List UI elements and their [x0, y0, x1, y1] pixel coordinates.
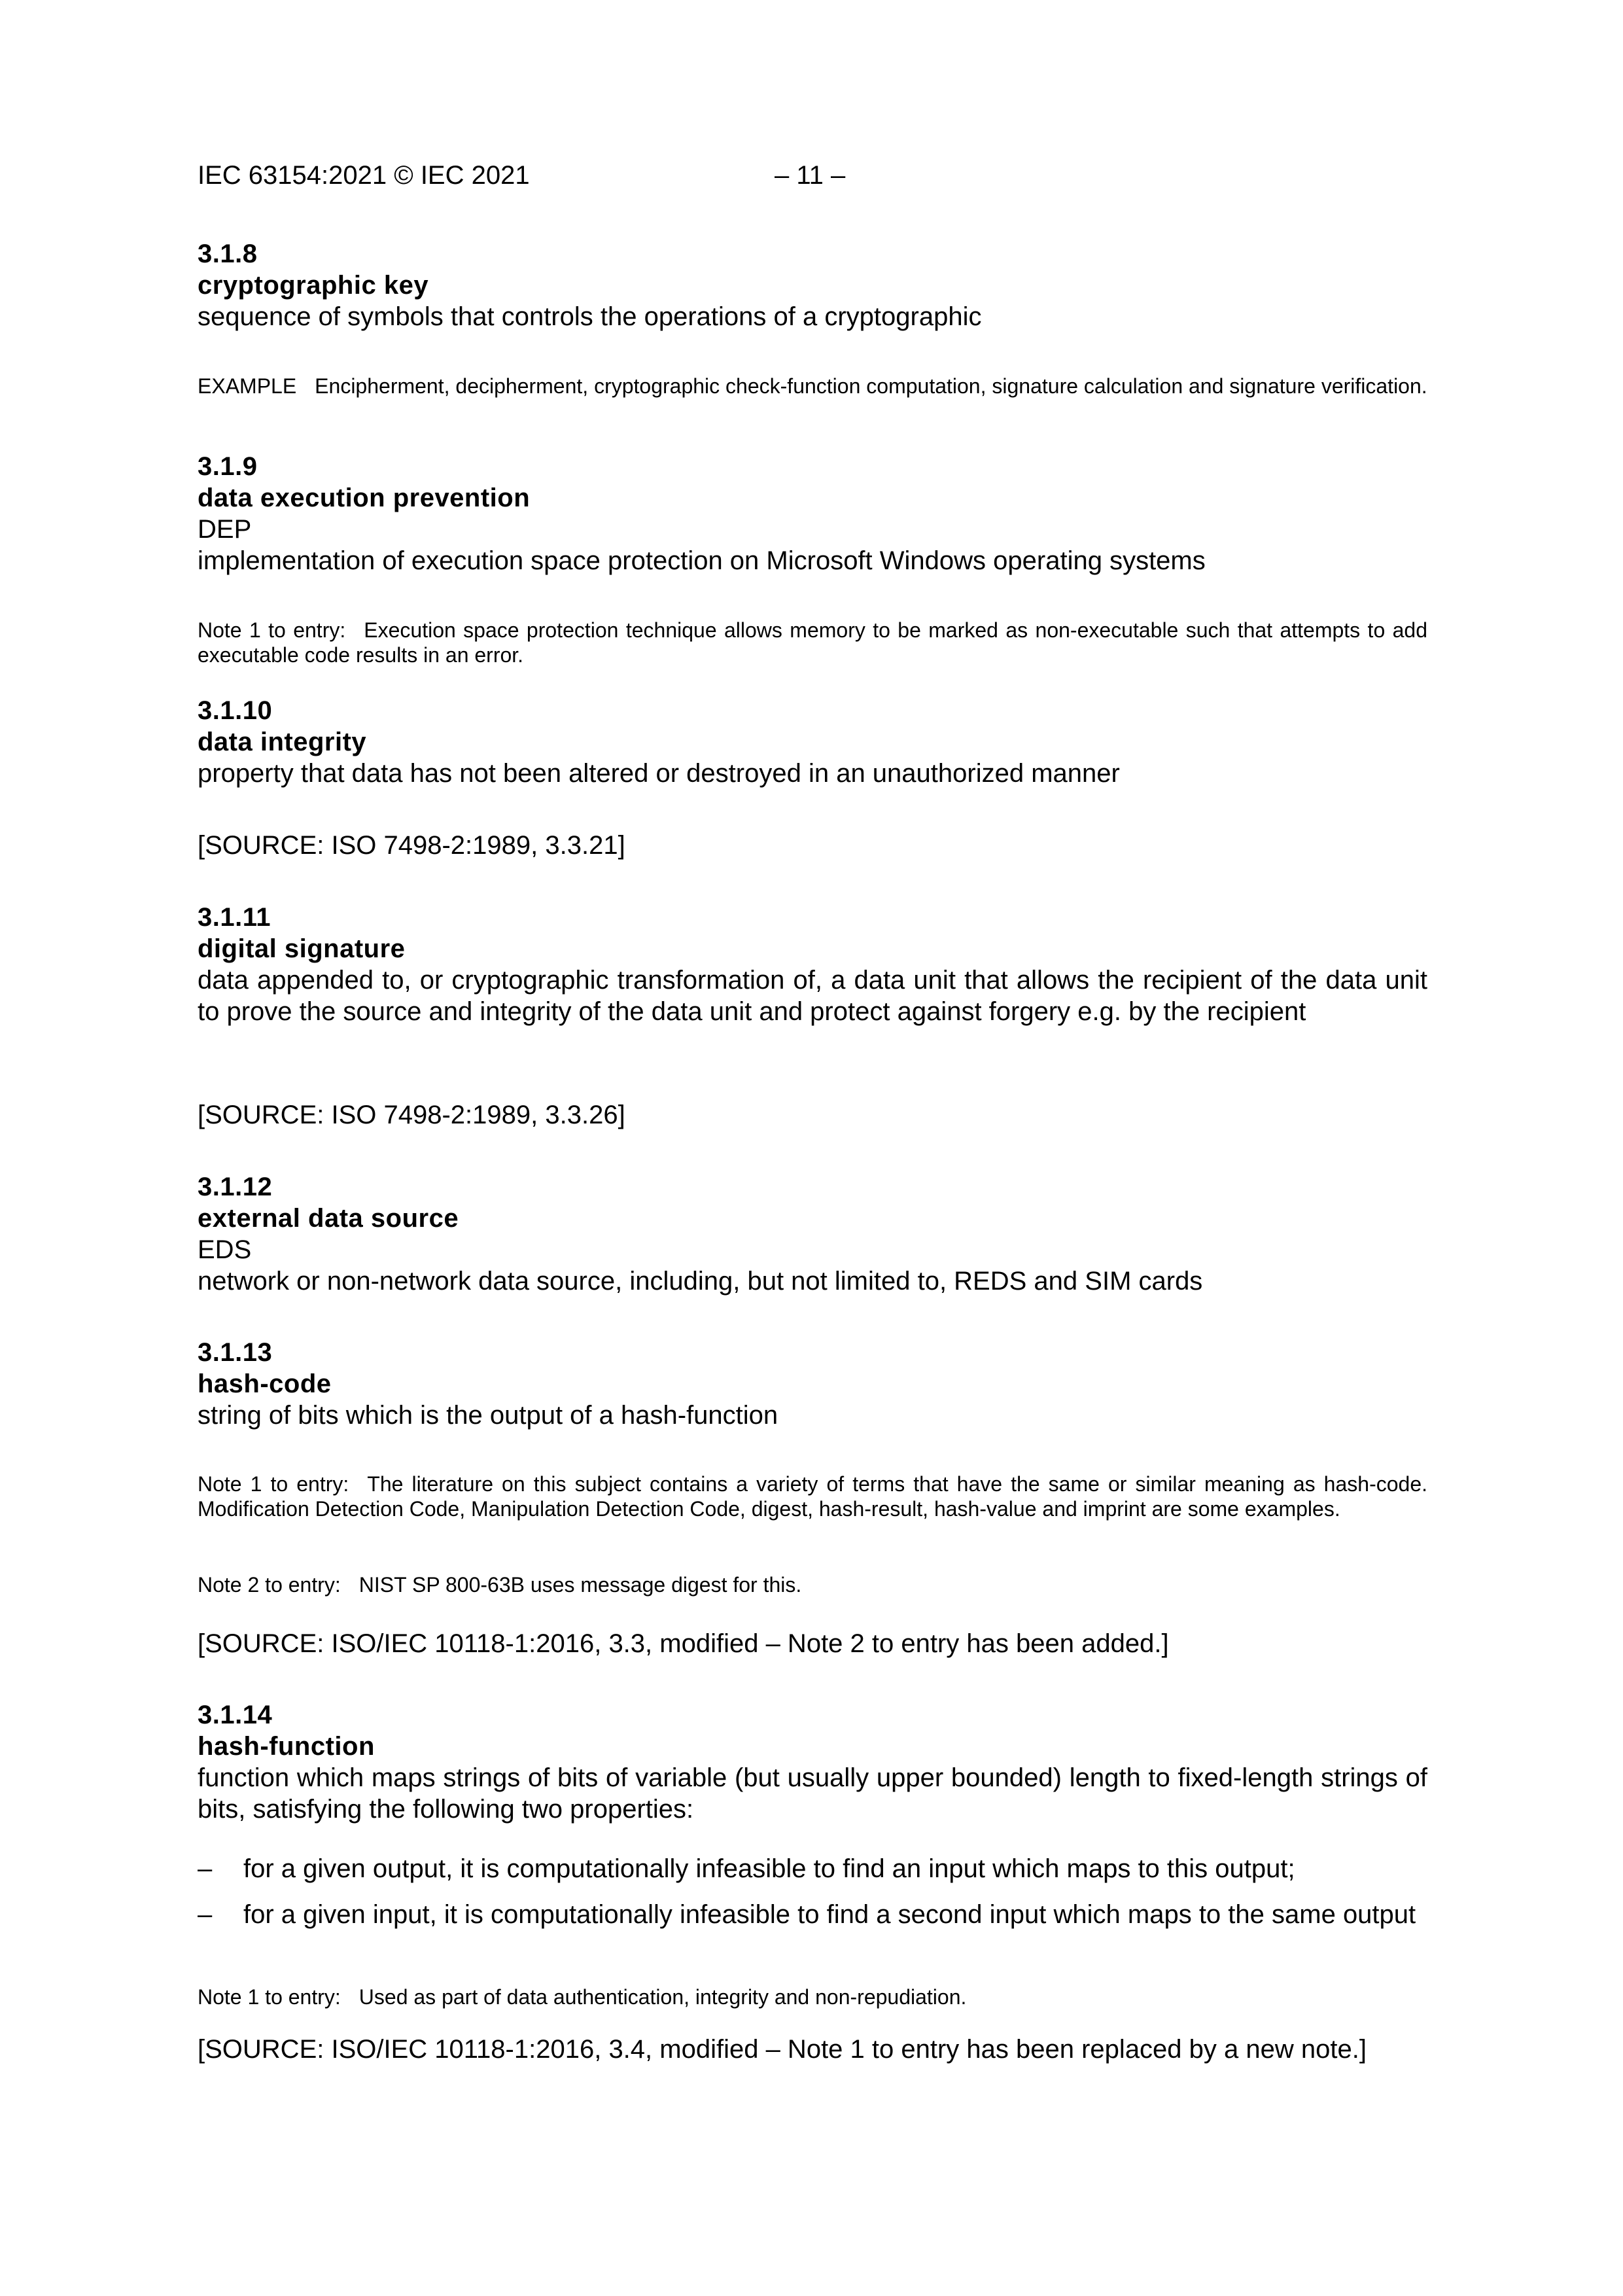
entry-number: 3.1.12 — [198, 1173, 273, 1201]
entry-note — [198, 1985, 1427, 2009]
entry-number: 3.1.11 — [198, 903, 271, 932]
entry-note — [198, 618, 1427, 667]
entry-definition: string of bits which is the output of a hash-function — [198, 1401, 778, 1430]
entry-number: 3.1.13 — [198, 1338, 273, 1367]
list-item-text: for a given output, it is computationally infeasible to find an input which maps to this output; — [243, 1854, 1295, 1883]
list-item — [198, 1853, 1427, 1884]
entry-definition: property that data has not been altered or destroyed in an unauthorized manner — [198, 759, 1120, 788]
entry-term: cryptographic key — [198, 271, 429, 300]
term-entry-3-1-8 — [198, 238, 1427, 332]
entry-source: [SOURCE: ISO/IEC 10118-1:2016, 3.3, modified – Note 2 to entry has been added.] — [198, 1629, 1169, 1658]
entry-term: data execution prevention — [198, 484, 531, 512]
entry-definition: sequence of symbols that controls the operations of a cryptographic — [198, 302, 982, 331]
list-item-text: for a given input, it is computationally infeasible to find a second input which maps to the same output — [243, 1900, 1416, 1929]
entry-term: hash-function — [198, 1732, 375, 1761]
entry-number: 3.1.8 — [198, 239, 258, 268]
entry-example — [198, 374, 1427, 398]
entry-number: 3.1.9 — [198, 452, 258, 481]
term-entry-3-1-12 — [198, 1171, 1427, 1297]
entry-abbreviation: EDS — [198, 1235, 252, 1264]
entry-source: [SOURCE: ISO/IEC 10118-1:2016, 3.4, modified – Note 1 to entry has been replaced by a new note.] — [198, 2035, 1367, 2064]
note-lead: Note 2 to entry: — [198, 1573, 341, 1597]
note-text: The literature on this subject contains a variety of terms that have the same or similar meaning as hash-code. Modification Detection Code, Manipulation Detection Code, digest, hash-result, hash-value and imprint are some examples. — [198, 1472, 1428, 1521]
list-item — [198, 1899, 1427, 1930]
page-header — [198, 157, 846, 194]
term-entry-3-1-14 — [198, 1699, 1427, 1825]
entry-definition: data appended to, or cryptographic transformation of, a data unit that allows the recipient of the data unit to prove the source and integrity of the data unit and protect against forgery e.g. by the recipient — [198, 966, 1427, 1026]
entry-term: data integrity — [198, 728, 367, 756]
entry-definition: function which maps strings of bits of variable (but usually upper bounded) length to fixed-length strings of bits, satisfying the following two properties: — [198, 1763, 1427, 1824]
term-entry-3-1-10 — [198, 695, 1427, 789]
note-lead: Note 1 to entry: — [198, 1985, 341, 2009]
list-dash: – — [198, 1900, 213, 1929]
entry-term: hash-code — [198, 1369, 332, 1398]
entry-term: external data source — [198, 1204, 459, 1233]
entry-abbreviation: DEP — [198, 515, 252, 544]
header-standard-id: IEC 63154:2021 © IEC 2021 — [198, 161, 530, 190]
page-number: – 11 – — [775, 161, 846, 190]
note-lead: Note 1 to entry: — [198, 1472, 349, 1496]
entry-term: digital signature — [198, 934, 406, 963]
note-text: NIST SP 800-63B uses message digest for this. — [358, 1573, 802, 1597]
example-text: Encipherment, decipherment, cryptographic check-function computation, signature calculation and signature verification. — [315, 374, 1427, 398]
term-entry-3-1-13 — [198, 1337, 1427, 1431]
note-text: Used as part of data authentication, integrity and non-repudiation. — [358, 1985, 967, 2009]
note-text: Execution space protection technique allows memory to be marked as non-executable such that attempts to add executable code results in an error. — [198, 618, 1428, 667]
entry-source: [SOURCE: ISO 7498-2:1989, 3.3.21] — [198, 831, 625, 860]
note-lead: Note 1 to entry: — [198, 618, 346, 642]
entry-definition: implementation of execution space protection on Microsoft Windows operating systems — [198, 546, 1206, 575]
term-entry-3-1-11 — [198, 902, 1427, 1027]
example-lead: EXAMPLE — [198, 374, 297, 398]
entry-source: [SOURCE: ISO 7498-2:1989, 3.3.26] — [198, 1101, 625, 1129]
entry-number: 3.1.10 — [198, 696, 273, 725]
term-entry-3-1-9 — [198, 451, 1427, 576]
entry-note — [198, 1572, 1427, 1597]
list-dash: – — [198, 1854, 213, 1883]
entry-note — [198, 1472, 1427, 1521]
entry-number: 3.1.14 — [198, 1701, 273, 1729]
entry-definition: network or non-network data source, including, but not limited to, REDS and SIM cards — [198, 1267, 1203, 1296]
